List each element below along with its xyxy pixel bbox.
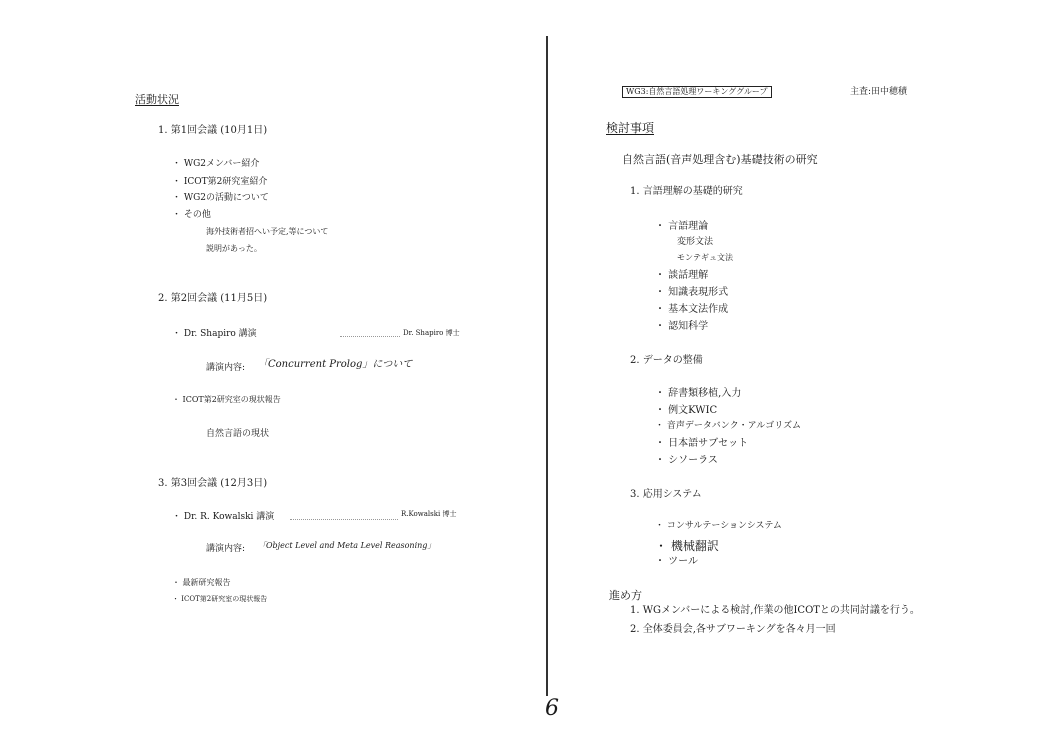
section1-subitem: 変形文法 [677,237,714,247]
leader-dots [340,336,400,337]
section1-item: ・ 談話理解 [655,270,709,281]
meeting1-item: ・ ICOT第2研究室紹介 [172,177,268,187]
section3-item: ・ コンサルテーションシステム [655,521,782,531]
section2-heading: 2. データの整備 [630,355,703,366]
section2-item: ・ 例文KWIC [655,405,718,416]
section3-item: ・ ツール [655,556,698,567]
page-number: 6 [545,696,559,721]
meeting1-item: ・ その他 [172,210,211,220]
meeting2-speaker: Dr. Shapiro 博士 [403,329,460,337]
meeting1-note: 海外技術者招へい予定,等について [206,227,329,236]
meeting3-content-label: 講演内容: [206,544,246,554]
meeting2-subreport: 自然言語の現状 [206,429,270,439]
section1-subitem: モンテギュ文法 [677,253,733,262]
section1-item: ・ 認知科学 [655,321,709,332]
meeting3-speaker: R.Kowalski 博士 [401,510,457,518]
meeting1-note: 説明があった。 [206,244,262,253]
meeting1-item: ・ WG2メンバー紹介 [172,159,260,169]
section1-item: ・ 言語理論 [655,221,709,232]
method-title: 進め方 [609,589,642,602]
section2-item: ・ 日本語サブセット [655,438,749,449]
meeting1-heading: 1. 第1回会議 (10月1日) [158,125,268,136]
chair: 主査:田中穂積 [850,87,908,97]
left-title: 活動状況 [135,93,179,106]
section1-item: ・ 基本文法作成 [655,304,729,315]
meeting3-heading: 3. 第3回会議 (12月3日) [158,478,268,489]
section2-item: ・ 音声データバンク・アルゴリズム [655,421,802,431]
meeting2-heading: 2. 第2回会議 (11月5日) [158,293,268,304]
meeting3-item: ・ 最新研究報告 [172,578,231,587]
method-item: 2. 全体委員会,各サブワーキングを各々月一回 [630,624,836,635]
meeting2-content-label: 講演内容: [206,363,246,373]
meeting2-report: ・ ICOT第2研究室の現状報告 [172,395,281,404]
section3-heading: 3. 応用システム [630,489,702,500]
method-item: 1. WGメンバーによる検討,作業の他ICOTとの共同討議を行う。 [630,605,920,616]
page-divider [546,36,548,696]
meeting3-item: ・ ICOT第2研究室の現状報告 [172,595,268,603]
meeting3-lecture: ・ Dr. R. Kowalski 講演 [172,512,275,522]
meeting3-content-title: 「Object Level and Meta Level Reasoning」 [258,541,436,550]
research-theme: 自然言語(音声処理含む)基礎技術の研究 [622,153,818,166]
section3-item: ・ 機械翻訳 [655,539,719,553]
meeting2-lecture: ・ Dr. Shapiro 講演 [172,329,257,339]
section2-item: ・ 辞書類移植,入力 [655,388,742,399]
section1-heading: 1. 言語理解の基礎的研究 [630,186,743,197]
wg3-box-title: WG3:自然言語処理ワーキンググループ [622,86,772,98]
section2-item: ・ シソーラス [655,455,718,466]
section1-item: ・ 知識表現形式 [655,287,729,298]
meeting1-item: ・ WG2の活動について [172,193,269,203]
leader-dots [290,519,398,520]
topics-title: 検討事項 [606,121,655,135]
meeting2-content-title: 「Concurrent Prolog」について [258,359,413,370]
